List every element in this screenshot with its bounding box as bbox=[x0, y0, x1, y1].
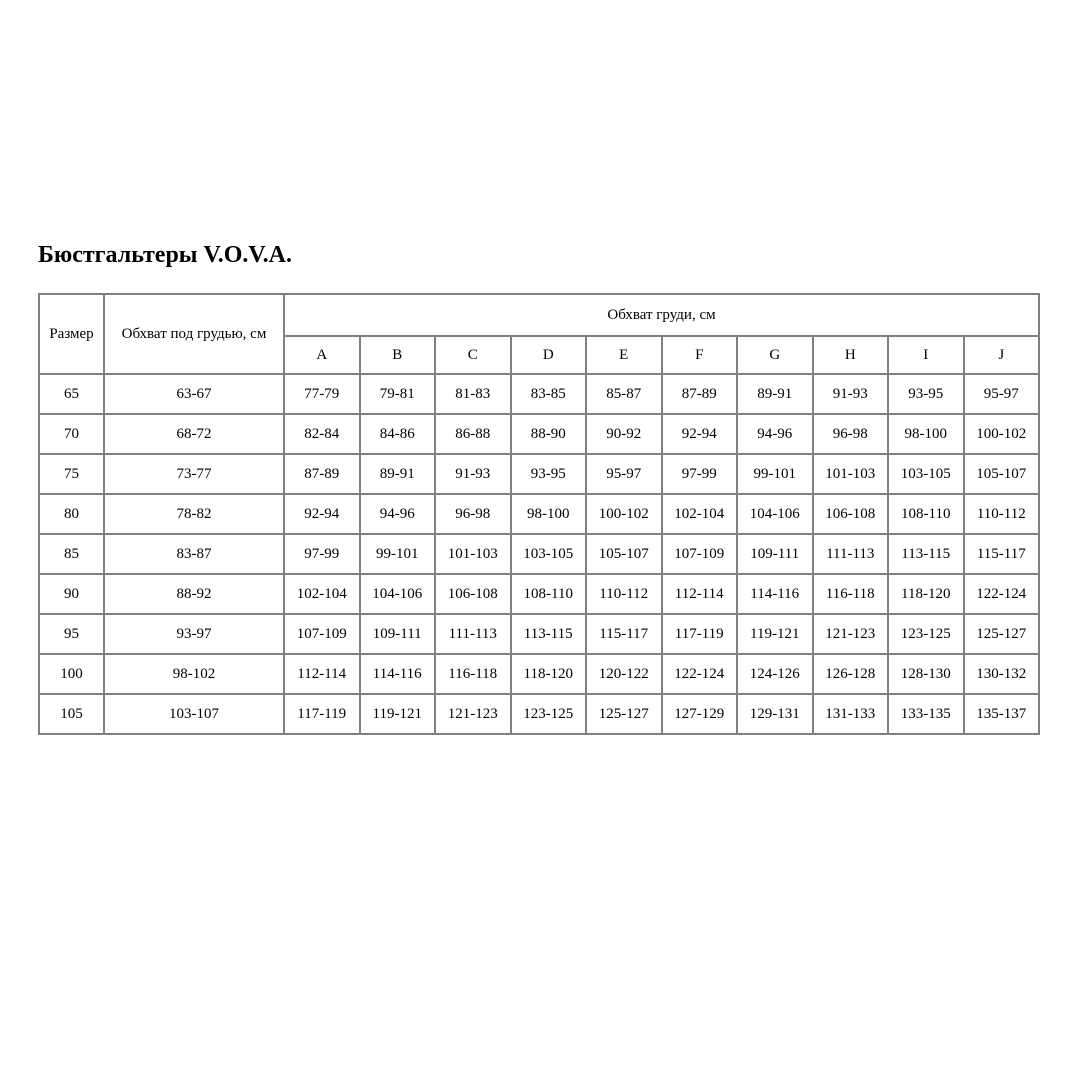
bust-range-cell: 87-89 bbox=[662, 374, 738, 414]
bust-range-cell: 109-111 bbox=[737, 534, 813, 574]
col-header-cup: H bbox=[813, 336, 889, 374]
bust-range-cell: 99-101 bbox=[737, 454, 813, 494]
bust-range-cell: 92-94 bbox=[284, 494, 360, 534]
bust-range-cell: 101-103 bbox=[435, 534, 511, 574]
size-cell: 75 bbox=[39, 454, 104, 494]
col-header-cup: E bbox=[586, 336, 662, 374]
underbust-cell: 68-72 bbox=[104, 414, 284, 454]
bust-range-cell: 112-114 bbox=[284, 654, 360, 694]
bust-range-cell: 126-128 bbox=[813, 654, 889, 694]
bust-range-cell: 130-132 bbox=[964, 654, 1040, 694]
table-row bbox=[39, 694, 1039, 734]
bust-range-cell: 123-125 bbox=[511, 694, 587, 734]
bust-range-cell: 110-112 bbox=[964, 494, 1040, 534]
size-cell: 85 bbox=[39, 534, 104, 574]
bust-range-cell: 115-117 bbox=[586, 614, 662, 654]
col-header-cup: I bbox=[888, 336, 964, 374]
table-row bbox=[39, 374, 1039, 414]
bust-range-cell: 119-121 bbox=[737, 614, 813, 654]
bust-range-cell: 125-127 bbox=[964, 614, 1040, 654]
col-header-cup: B bbox=[360, 336, 436, 374]
underbust-cell: 73-77 bbox=[104, 454, 284, 494]
col-header-cup: D bbox=[511, 336, 587, 374]
bust-range-cell: 84-86 bbox=[360, 414, 436, 454]
size-cell: 70 bbox=[39, 414, 104, 454]
col-header-size: Размер bbox=[39, 294, 104, 374]
bust-range-cell: 94-96 bbox=[360, 494, 436, 534]
bust-range-cell: 106-108 bbox=[813, 494, 889, 534]
bust-range-cell: 113-115 bbox=[888, 534, 964, 574]
bust-range-cell: 103-105 bbox=[888, 454, 964, 494]
bust-range-cell: 86-88 bbox=[435, 414, 511, 454]
bust-range-cell: 82-84 bbox=[284, 414, 360, 454]
bust-range-cell: 105-107 bbox=[586, 534, 662, 574]
header-row-top bbox=[39, 294, 1039, 336]
underbust-cell: 103-107 bbox=[104, 694, 284, 734]
bust-range-cell: 111-113 bbox=[435, 614, 511, 654]
bust-range-cell: 85-87 bbox=[586, 374, 662, 414]
bust-range-cell: 104-106 bbox=[737, 494, 813, 534]
bust-range-cell: 135-137 bbox=[964, 694, 1040, 734]
bust-range-cell: 107-109 bbox=[662, 534, 738, 574]
underbust-cell: 98-102 bbox=[104, 654, 284, 694]
bust-range-cell: 108-110 bbox=[511, 574, 587, 614]
page-title: Бюстгальтеры V.O.V.A. bbox=[38, 242, 293, 268]
col-header-cup: F bbox=[662, 336, 738, 374]
bust-range-cell: 101-103 bbox=[813, 454, 889, 494]
bust-range-cell: 121-123 bbox=[435, 694, 511, 734]
bust-range-cell: 99-101 bbox=[360, 534, 436, 574]
bust-range-cell: 108-110 bbox=[888, 494, 964, 534]
table-row bbox=[39, 414, 1039, 454]
bust-range-cell: 79-81 bbox=[360, 374, 436, 414]
bust-range-cell: 122-124 bbox=[964, 574, 1040, 614]
col-header-cup: G bbox=[737, 336, 813, 374]
bust-range-cell: 90-92 bbox=[586, 414, 662, 454]
bust-range-cell: 102-104 bbox=[662, 494, 738, 534]
bust-range-cell: 114-116 bbox=[360, 654, 436, 694]
bust-range-cell: 113-115 bbox=[511, 614, 587, 654]
bust-range-cell: 89-91 bbox=[737, 374, 813, 414]
bust-range-cell: 131-133 bbox=[813, 694, 889, 734]
size-cell: 105 bbox=[39, 694, 104, 734]
bust-range-cell: 105-107 bbox=[964, 454, 1040, 494]
bust-range-cell: 127-129 bbox=[662, 694, 738, 734]
bust-range-cell: 92-94 bbox=[662, 414, 738, 454]
bust-range-cell: 112-114 bbox=[662, 574, 738, 614]
bust-range-cell: 91-93 bbox=[813, 374, 889, 414]
bust-range-cell: 93-95 bbox=[888, 374, 964, 414]
bust-range-cell: 109-111 bbox=[360, 614, 436, 654]
col-header-cup: A bbox=[284, 336, 360, 374]
bust-range-cell: 115-117 bbox=[964, 534, 1040, 574]
bust-range-cell: 119-121 bbox=[360, 694, 436, 734]
size-table bbox=[38, 293, 1040, 735]
size-cell: 90 bbox=[39, 574, 104, 614]
size-cell: 65 bbox=[39, 374, 104, 414]
bust-range-cell: 116-118 bbox=[813, 574, 889, 614]
bust-range-cell: 116-118 bbox=[435, 654, 511, 694]
bust-range-cell: 95-97 bbox=[586, 454, 662, 494]
bust-range-cell: 118-120 bbox=[511, 654, 587, 694]
bust-range-cell: 128-130 bbox=[888, 654, 964, 694]
bust-range-cell: 118-120 bbox=[888, 574, 964, 614]
bust-range-cell: 123-125 bbox=[888, 614, 964, 654]
col-header-cup: C bbox=[435, 336, 511, 374]
size-cell: 95 bbox=[39, 614, 104, 654]
bust-range-cell: 125-127 bbox=[586, 694, 662, 734]
bust-range-cell: 98-100 bbox=[888, 414, 964, 454]
bust-range-cell: 97-99 bbox=[662, 454, 738, 494]
bust-range-cell: 93-95 bbox=[511, 454, 587, 494]
bust-range-cell: 129-131 bbox=[737, 694, 813, 734]
bust-range-cell: 114-116 bbox=[737, 574, 813, 614]
bust-range-cell: 110-112 bbox=[586, 574, 662, 614]
underbust-cell: 83-87 bbox=[104, 534, 284, 574]
size-cell: 100 bbox=[39, 654, 104, 694]
bust-range-cell: 87-89 bbox=[284, 454, 360, 494]
bust-range-cell: 89-91 bbox=[360, 454, 436, 494]
bust-range-cell: 83-85 bbox=[511, 374, 587, 414]
bust-range-cell: 104-106 bbox=[360, 574, 436, 614]
bust-range-cell: 107-109 bbox=[284, 614, 360, 654]
underbust-cell: 88-92 bbox=[104, 574, 284, 614]
bust-range-cell: 102-104 bbox=[284, 574, 360, 614]
bust-range-cell: 122-124 bbox=[662, 654, 738, 694]
bust-range-cell: 117-119 bbox=[284, 694, 360, 734]
col-header-cup: J bbox=[964, 336, 1040, 374]
bust-range-cell: 111-113 bbox=[813, 534, 889, 574]
bust-range-cell: 100-102 bbox=[586, 494, 662, 534]
bust-range-cell: 77-79 bbox=[284, 374, 360, 414]
table-row bbox=[39, 654, 1039, 694]
size-cell: 80 bbox=[39, 494, 104, 534]
bust-range-cell: 95-97 bbox=[964, 374, 1040, 414]
bust-range-cell: 117-119 bbox=[662, 614, 738, 654]
underbust-cell: 63-67 bbox=[104, 374, 284, 414]
underbust-cell: 93-97 bbox=[104, 614, 284, 654]
col-header-bust: Обхват груди, см bbox=[284, 294, 1039, 336]
bust-range-cell: 98-100 bbox=[511, 494, 587, 534]
bust-range-cell: 124-126 bbox=[737, 654, 813, 694]
bust-range-cell: 96-98 bbox=[435, 494, 511, 534]
bust-range-cell: 100-102 bbox=[964, 414, 1040, 454]
bust-range-cell: 103-105 bbox=[511, 534, 587, 574]
table-row bbox=[39, 614, 1039, 654]
col-header-underbust: Обхват под грудью, см bbox=[104, 294, 284, 374]
bust-range-cell: 91-93 bbox=[435, 454, 511, 494]
bust-range-cell: 88-90 bbox=[511, 414, 587, 454]
bust-range-cell: 96-98 bbox=[813, 414, 889, 454]
bust-range-cell: 120-122 bbox=[586, 654, 662, 694]
bust-range-cell: 81-83 bbox=[435, 374, 511, 414]
table-row bbox=[39, 534, 1039, 574]
table-row bbox=[39, 574, 1039, 614]
bust-range-cell: 121-123 bbox=[813, 614, 889, 654]
bust-range-cell: 94-96 bbox=[737, 414, 813, 454]
bust-range-cell: 97-99 bbox=[284, 534, 360, 574]
bust-range-cell: 133-135 bbox=[888, 694, 964, 734]
table-row bbox=[39, 454, 1039, 494]
underbust-cell: 78-82 bbox=[104, 494, 284, 534]
table-row bbox=[39, 494, 1039, 534]
bust-range-cell: 106-108 bbox=[435, 574, 511, 614]
